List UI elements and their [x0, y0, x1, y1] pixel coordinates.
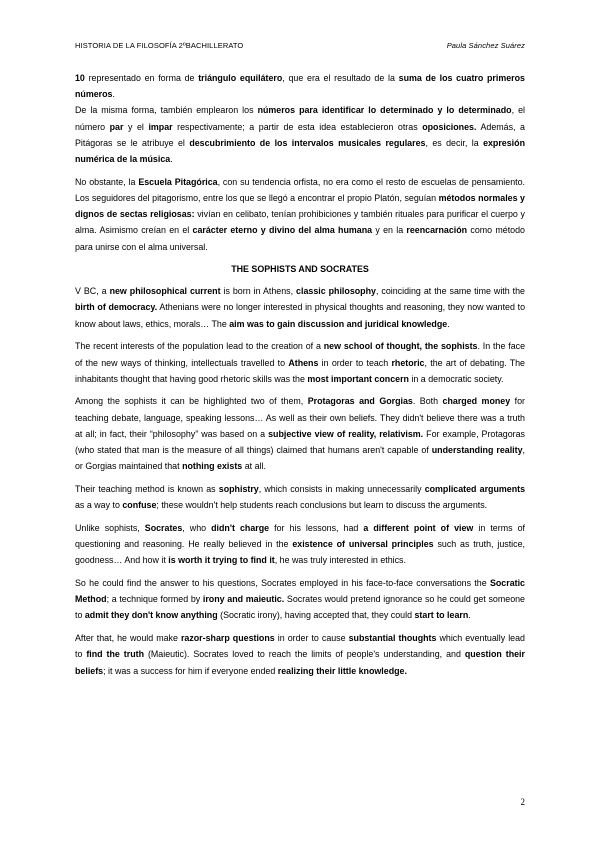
text-run: , con su tendencia orfista, no era como el resto de escuelas de pensamiento. Los seguidores del pitagorismo, entre los que se llegó a encontrar el propio Platón, seguían	[75, 176, 525, 203]
text-run: . Both	[412, 396, 443, 407]
bold-text-run: descubrimiento de los intervalos musicales regulares	[189, 137, 426, 148]
text-run: So he could find the answer to his questions, Socrates employed in his face-to-face conversations the	[75, 577, 490, 588]
bold-text-run: find the truth	[86, 649, 145, 660]
text-run: Socrates would pretend ignorance so he could get someone to	[75, 594, 525, 621]
bold-text-run: nothing exists	[182, 461, 243, 472]
text-run: respectivamente; a partir de esta idea establecieron otras	[172, 121, 423, 132]
bold-text-run: didn't charge	[211, 522, 270, 533]
text-run: in a democratic society.	[408, 373, 504, 384]
text-run: as a way to	[75, 500, 123, 511]
bold-text-run: classic philosophy	[296, 286, 376, 297]
text-run: ; a technique formed by	[106, 594, 203, 605]
text-run: The recent interests of the population lead to the creation of a	[75, 341, 324, 352]
bold-text-run: Protagoras and Gorgias	[307, 396, 413, 407]
bold-text-run: a different point of view	[363, 522, 474, 533]
section-title: THE SOPHISTS AND SOCRATES	[231, 264, 369, 275]
bold-text-run: 10	[75, 73, 85, 83]
bold-text-run: suma de los cuatro primeros números	[75, 73, 525, 100]
text-run: y en la	[372, 225, 407, 236]
text-run: (Maieutic). Socrates loved to reach the limits of people's understanding, and	[144, 649, 465, 660]
text-run: , es decir, la	[425, 137, 484, 148]
bold-text-run: charged money	[442, 396, 511, 407]
text-run: .	[112, 89, 115, 100]
paragraph	[75, 70, 525, 102]
page-header	[75, 41, 525, 50]
text-run: (Socratic irony), having accepted that, they could	[217, 610, 415, 621]
text-run: vivían en celibato, tenían prohibiciones y también rituales para purificar el cuerpo y alma. Asimismo creían en el	[75, 209, 525, 236]
paragraph	[75, 575, 525, 624]
text-run: De la misma forma, también emplearon los	[75, 105, 258, 116]
paragraph	[75, 338, 525, 387]
bold-text-run: new school of thought, the sophists	[323, 341, 478, 352]
text-run: , el número	[75, 105, 525, 132]
text-run: , que era el resultado de la	[282, 73, 399, 83]
bold-text-run: métodos normales y dignos de sectas religiosas:	[75, 192, 525, 220]
text-run: representado en forma de	[84, 73, 199, 83]
bold-text-run: complicated arguments	[424, 483, 526, 494]
bold-text-run: subjective view of reality, relativism.	[268, 428, 424, 439]
text-run: . In the face of the new ways of thinking, intellectuals travelled to	[75, 341, 526, 368]
paragraph	[75, 520, 525, 569]
header-course-title: HISTORIA DE LA FILOSOFÍA 2ºBACHILLERATO	[75, 41, 244, 50]
text-run: Además, a Pitágoras se le atribuye el	[75, 121, 525, 148]
bold-text-run: razor-sharp questions	[180, 633, 275, 644]
bold-text-run: Socratic Method	[75, 577, 525, 605]
bold-text-run: substantial thoughts	[348, 633, 437, 644]
bold-text-run: números para identificar lo determinado y lo determinado	[257, 105, 512, 116]
text-run: Among the sophists it can be highlighted two of them,	[75, 396, 308, 407]
paragraph	[75, 630, 525, 679]
text-run: ; it was a success for him if everyone ended	[103, 665, 278, 676]
paragraph	[75, 102, 525, 167]
bold-text-run: triángulo equilátero	[198, 73, 283, 83]
bold-text-run: rhetoric	[391, 357, 425, 368]
text-run: , the art of debating. The inhabitants thought that having good rhetoric skills was the	[75, 357, 525, 384]
header-author: Paula Sánchez Suárez	[446, 41, 525, 50]
text-run: For example, Protagoras (who stated that man is the measure of all things) claimed that humans aren't capable of	[75, 428, 525, 456]
bold-text-run: confuse	[122, 500, 157, 511]
paragraph	[75, 481, 525, 513]
bold-text-run: par	[109, 121, 124, 132]
bold-text-run: expresión numérica de la música	[75, 137, 525, 165]
text-run: at all.	[242, 461, 266, 472]
text-run: in order to cause	[274, 633, 349, 644]
text-run: for his lessons, had	[269, 522, 364, 533]
bold-text-run: birth of democracy.	[75, 302, 158, 313]
text-run: ; these wouldn't help students reach conclusions but learn to discuss the arguments.	[156, 500, 488, 511]
text-run: , who	[182, 522, 212, 533]
text-run: Athenians were no longer interested in physical thoughts and reasoning, they now wanted to know about laws, ethics, morals… The	[75, 302, 526, 329]
bold-text-run: new philosophical current	[109, 286, 221, 297]
bold-text-run: existence of universal principles	[292, 539, 434, 550]
bold-text-run: admit they don't know anything	[84, 610, 218, 621]
bold-text-run: start to learn	[414, 610, 469, 621]
text-run: .	[447, 318, 450, 329]
paragraph	[75, 393, 525, 474]
text-run: for teaching debate, language, speaking lessons… As well as their own beliefs. They didn't believe there was a truth at all; in fact, their “philosophy” was based on a	[75, 396, 525, 439]
text-run: y el	[123, 121, 149, 132]
text-run: .	[468, 610, 471, 621]
text-run: , coinciding at the same time with the	[375, 286, 525, 297]
page-number: 2	[520, 797, 525, 807]
bold-text-run: Escuela Pitagórica	[138, 176, 218, 187]
paragraph	[75, 283, 525, 332]
text-run: , he was truly interested in ethics.	[274, 555, 406, 566]
bold-text-run: Athens	[288, 357, 319, 368]
bold-text-run: carácter eterno y divino del alma humana	[192, 225, 373, 236]
bold-text-run: sophistry	[218, 483, 259, 494]
bold-text-run: aim was to gain discussion and juridical knowledge	[229, 318, 448, 329]
text-run: Unlike sophists,	[75, 522, 145, 533]
text-run: in terms of questioning and reasoning. He really believed in the	[75, 522, 525, 550]
text-run: Their teaching method is known as	[75, 483, 219, 494]
text-run: is born in Athens,	[220, 286, 297, 297]
bold-text-run: oposiciones.	[422, 121, 477, 132]
paragraph	[75, 174, 525, 255]
text-run: , or Gorgias maintained that	[75, 445, 525, 472]
bold-text-run: question their beliefs	[75, 649, 525, 676]
document-body	[75, 70, 525, 685]
text-run: .	[170, 154, 173, 165]
bold-text-run: is worth it trying to find it	[168, 555, 275, 566]
text-run: como método para unirse con el alma universal.	[75, 225, 525, 252]
bold-text-run: most important concern	[307, 373, 409, 384]
bold-text-run: realizing their little knowledge.	[277, 665, 407, 676]
text-run: in order to teach	[318, 357, 392, 368]
text-run: V BC, a	[75, 286, 110, 297]
text-run: No obstante, la	[75, 176, 139, 187]
text-run: , which consists in making unnecessarily	[258, 483, 425, 494]
text-run: which eventually lead to	[75, 633, 525, 660]
bold-text-run: Socrates	[144, 522, 183, 533]
bold-text-run: irony and maieutic.	[202, 594, 285, 605]
bold-text-run: impar	[148, 121, 173, 132]
text-run: After that, he would make	[75, 633, 181, 644]
bold-text-run: reencarnación	[406, 225, 468, 236]
bold-text-run: understanding reality	[431, 445, 523, 456]
text-run: such as truth, justice, goodness… And how it	[75, 539, 525, 566]
